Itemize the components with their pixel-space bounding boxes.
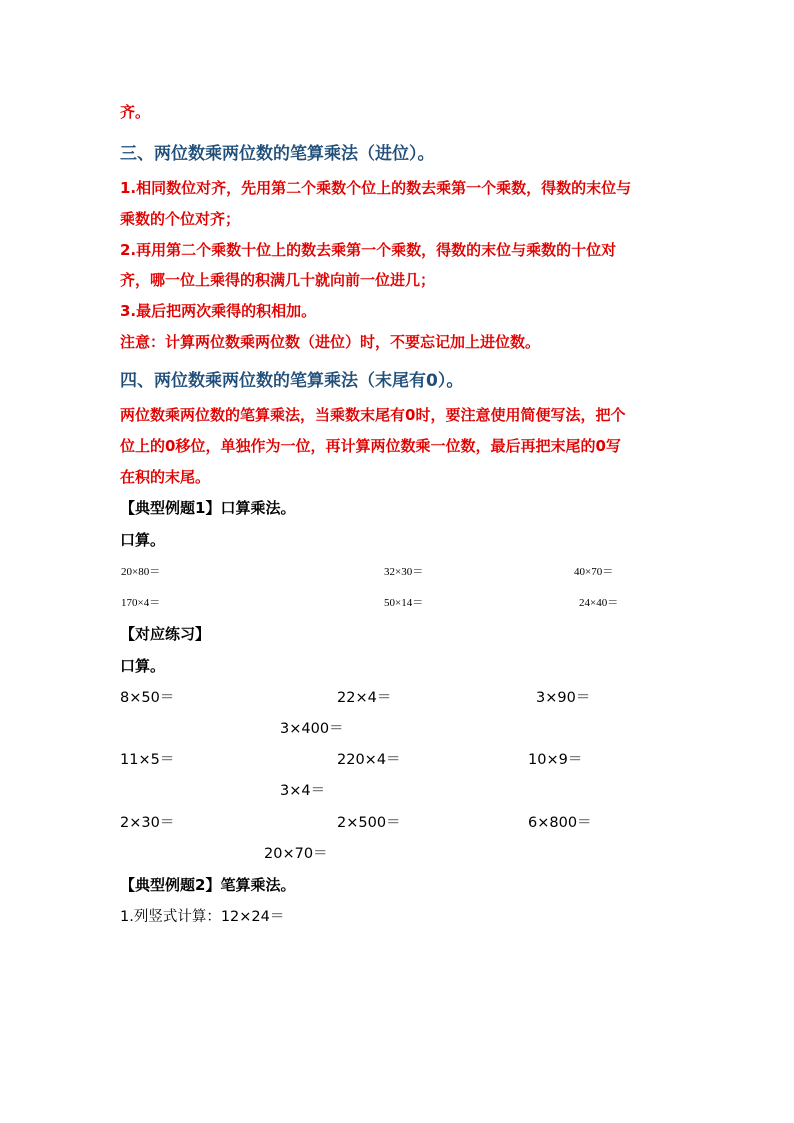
practice-problem: 22×4＝ <box>337 690 392 706</box>
practice-problem: 6×800＝ <box>528 815 592 831</box>
example1-problem: 20×80＝ <box>121 566 161 578</box>
rule3: 3.最后把两次乘得的积相加。 <box>120 302 317 320</box>
practice-problem: 10×9＝ <box>528 752 583 768</box>
continued-text: 齐。 <box>120 103 151 121</box>
example1-problem: 50×14＝ <box>384 597 424 609</box>
example1-problem: 24×40＝ <box>579 597 619 609</box>
section4-title: 四、两位数乘两位数的笔算乘法（末尾有0）。 <box>120 371 464 391</box>
rule1-line2: 乘数的个位对齐； <box>120 210 241 228</box>
example1-problem: 170×4＝ <box>121 597 161 609</box>
rule2-line2: 齐，哪一位上乘得的积满几十就向前一位进几； <box>120 271 436 289</box>
section3-title: 三、两位数乘两位数的笔算乘法（进位）。 <box>120 144 435 164</box>
example1-problem: 40×70＝ <box>574 566 614 578</box>
note: 注意：计算两位数乘两位数（进位）时，不要忘记加上进位数。 <box>120 333 541 351</box>
example1-problem: 32×30＝ <box>384 566 424 578</box>
section4-para-line2: 位上的0移位，单独作为一位，再计算两位数乘一位数，最后再把末尾的0写 <box>120 437 621 455</box>
example2-item1: 1.列竖式计算：12×24＝ <box>120 909 285 925</box>
section4-para-line3: 在积的末尾。 <box>120 468 211 486</box>
practice-problem: 2×30＝ <box>120 815 175 831</box>
section4-para-line1: 两位数乘两位数的笔算乘法，当乘数末尾有0时，要注意使用简便写法，把个 <box>120 406 626 424</box>
practice-title: 【对应练习】 <box>120 625 211 643</box>
practice-problem: 2×500＝ <box>337 815 401 831</box>
example2-title: 【典型例题2】笔算乘法。 <box>120 876 296 894</box>
rule1-line1: 1.相同数位对齐，先用第二个乘数个位上的数去乘第一个乘数，得数的末位与 <box>120 179 632 197</box>
practice-problem: 8×50＝ <box>120 690 175 706</box>
practice-subtitle: 口算。 <box>120 657 166 675</box>
practice-problem: 3×4＝ <box>280 783 326 799</box>
practice-problem: 20×70＝ <box>264 846 328 862</box>
practice-problem: 3×90＝ <box>536 690 591 706</box>
practice-problem: 220×4＝ <box>337 752 401 768</box>
example1-subtitle: 口算。 <box>120 531 166 549</box>
rule2-line1: 2.再用第二个乘数十位上的数去乘第一个乘数，得数的末位与乘数的十位对 <box>120 241 617 259</box>
example1-title: 【典型例题1】口算乘法。 <box>120 499 296 517</box>
practice-problem: 11×5＝ <box>120 752 175 768</box>
practice-problem: 3×400＝ <box>280 721 344 737</box>
